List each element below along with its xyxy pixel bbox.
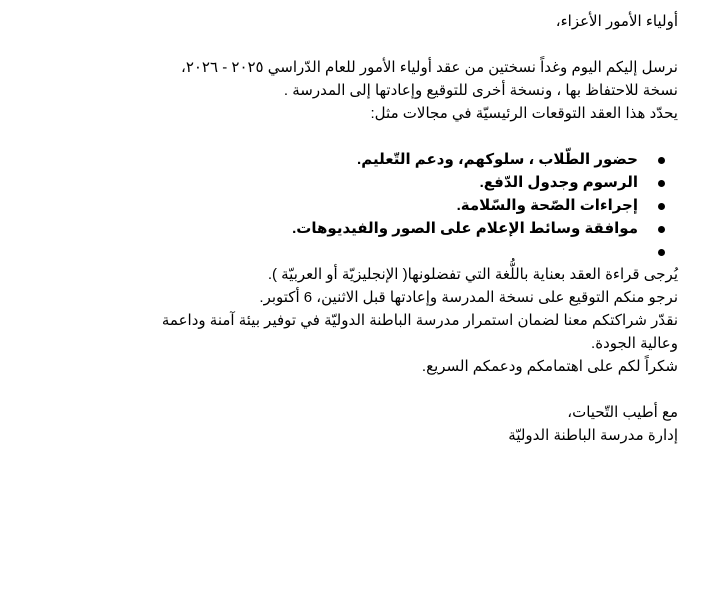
intro-line-1: نرسل إليكم اليوم وغداً نسختين من عقد أولياء الأمور للعام الدّراسي ٢٠٢٥ - ٢٠٢٦، — [180, 59, 678, 76]
body-line-1: يُرجى قراءة العقد بعناية باللُّغة التي تفضلونها( الإنجليزيّة أو العربيّة ). — [267, 266, 678, 283]
list-item: إجراءات الصّحة والسّلامة. — [36, 194, 638, 217]
list-item: حضور الطّلاب ، سلوكهم، ودعم التّعليم. — [36, 148, 638, 171]
body-line-3: نقدّر شراكتكم معنا لضمان استمرار مدرسة الباطنة الدوليّة في توفير بيئة آمنة وداعمة — [161, 312, 678, 329]
expectations-list — [36, 148, 678, 263]
signature: إدارة مدرسة الباطنة الدوليّة — [508, 427, 678, 444]
spacer — [36, 125, 678, 148]
letter-document — [36, 10, 678, 447]
list-item — [36, 240, 638, 263]
list-item: الرسوم وجدول الدّفع. — [36, 171, 638, 194]
list-item: موافقة وسائط الإعلام على الصور والفيديوهات. — [36, 217, 638, 240]
spacer — [36, 33, 678, 56]
intro-line-3: يحدّد هذا العقد التوقعات الرئيسيّة في مجالات مثل: — [370, 105, 678, 122]
body-line-4: وعالية الجودة. — [591, 335, 678, 352]
intro-line-2: نسخة للاحتفاظ بها ، ونسخة أخرى للتوقيع وإعادتها إلى المدرسة . — [283, 82, 678, 99]
greeting: أولياء الأمور الأعزاء، — [555, 13, 678, 30]
body-line-5: شكراً لكم على اهتمامكم ودعمكم السريع. — [421, 358, 678, 375]
spacer — [36, 378, 678, 401]
closing: مع أطيب التّحيات، — [567, 404, 678, 421]
body-line-2: نرجو منكم التوقيع على نسخة المدرسة وإعادتها قبل الاثنين، 6 أكتوبر. — [259, 289, 678, 306]
